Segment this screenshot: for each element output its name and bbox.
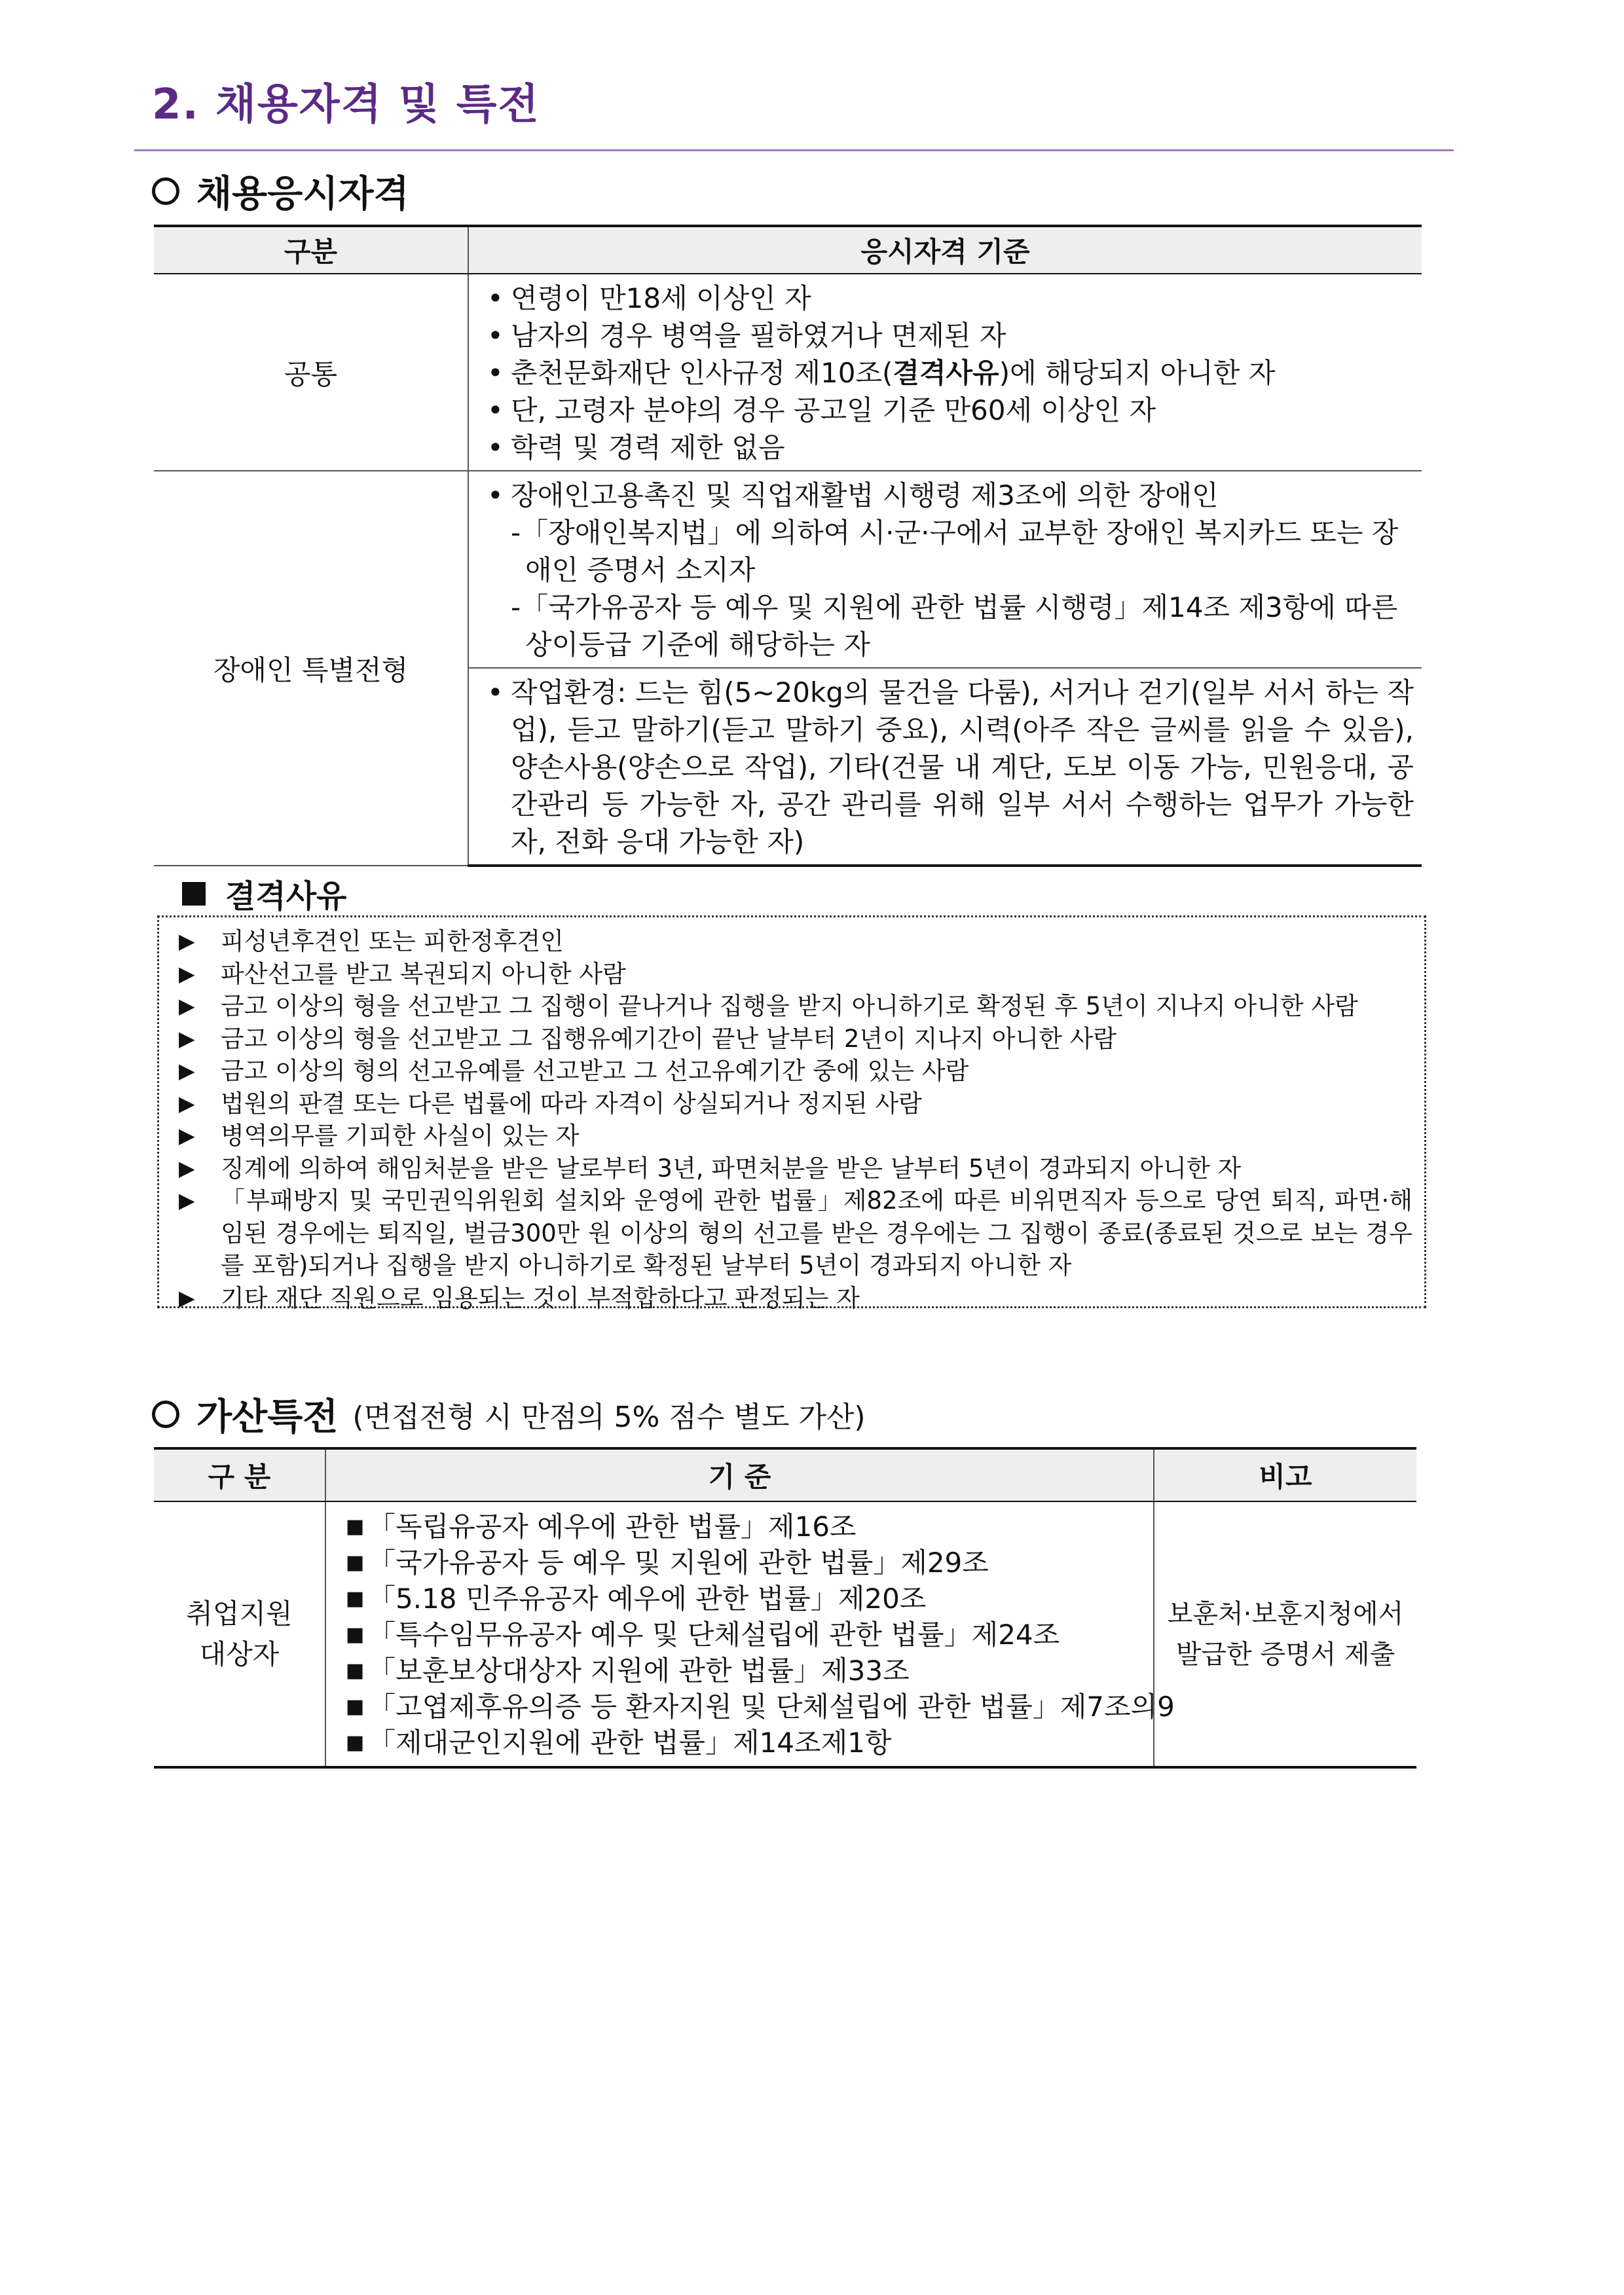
criteria-cell bbox=[325, 1501, 1175, 1767]
list-item: ▶ 병역의무를 기피한 사실이 있는 자 bbox=[208, 1120, 1412, 1152]
list-item: • 작업환경: 드는 힘(5~20kg의 물건을 다룸), 서거나 걷기(일부 서서 하는 작업), 듣고 말하기(듣고 말하기 중요), 시력(아주 작은 글씨를 읽을 수 있음), 양손사용(양손으로 작업), 기타(건물 내 계단, 도보 이동 가능, 민원응대, 공간관리 등 가능한 자, 공간 관리를 위해 일부 서서 수행하는 업무가 가능한 자, 전화 응대 가능한 자) bbox=[487, 676, 1414, 858]
list-item: ■ 「제대군인지원에 관한 법률」제14조제1항 bbox=[346, 1725, 1147, 1761]
table-header-row bbox=[154, 226, 1422, 274]
list-item: ▶ 법원의 판결 또는 다른 법률에 따라 자격이 상실되거나 정지된 사람 bbox=[208, 1088, 1412, 1120]
column-header: 기 준 bbox=[325, 1448, 1154, 1501]
list-item: ▶ 파산선고를 받고 복권되지 아니한 사람 bbox=[208, 958, 1412, 991]
list-item: ▶ 징계에 의하여 해임처분을 받은 날로부터 3년, 파면처분을 받은 날부터 5년이 경과되지 아니한 자 bbox=[208, 1152, 1412, 1185]
table-row bbox=[154, 1501, 1416, 1767]
square-bullet-icon: ■ bbox=[346, 1695, 365, 1718]
disqualification-box bbox=[157, 915, 1426, 1312]
disqualification-heading-text: 결격사유 bbox=[225, 878, 347, 915]
list-item: ■ 「보훈보상대상자 지원에 관한 법률」제33조 bbox=[346, 1653, 1147, 1689]
column-header: 구분 bbox=[154, 226, 468, 274]
list-item: • 남자의 경우 병역을 필하였거나 면제된 자 bbox=[487, 320, 1006, 352]
column-header: 응시자격 기준 bbox=[468, 226, 1422, 274]
row-label bbox=[154, 1501, 325, 1767]
note-cell bbox=[1154, 1501, 1416, 1767]
column-header: 비고 bbox=[1154, 1448, 1416, 1501]
circle-icon bbox=[152, 177, 179, 205]
list-item: ■ 「고엽제후유의증 등 환자지원 및 단체설립에 관한 법률」제7조의9 bbox=[346, 1689, 1147, 1725]
bonus-table bbox=[154, 1447, 1416, 1769]
list-item: • 학력 및 경력 제한 없음 bbox=[487, 431, 785, 464]
row-label-common: 공통 bbox=[154, 274, 468, 471]
table-row bbox=[154, 471, 1422, 668]
list-item: ▶ 「부패방지 및 국민권익위원회 설치와 운영에 관한 법률」제82조에 따른 비위면직자 등으로 당연 퇴직, 파면·해임된 경우에는 퇴직일, 벌금300만 원 이상의 형의 선고를 받은 경우에는 그 집행이 종료(종료된 것으로 보는 경우를 포함)되거나 집행을 받지 아니하기로 확정된 날부터 5년이 경과되지 아니한 자 bbox=[208, 1184, 1412, 1282]
arrow-icon: ▶ bbox=[179, 1025, 195, 1051]
disqualification-heading bbox=[182, 871, 346, 916]
sub-list-item: -「장애인복지법」에 의하여 시·군·구에서 교부한 장애인 복지카드 또는 장애인 증명서 소지자 bbox=[511, 517, 1399, 586]
list-item: • 춘천문화재단 인사규정 제10조(결격사유)에 해당되지 아니한 자 bbox=[487, 357, 1276, 389]
qualification-heading bbox=[152, 165, 409, 217]
list-item: ■ 「5.18 민주유공자 예우에 관한 법률」제20조 bbox=[346, 1581, 1147, 1617]
list-item: ■ 「국가유공자 등 예우 및 지원에 관한 법률」제29조 bbox=[346, 1545, 1147, 1581]
square-bullet-icon bbox=[182, 882, 206, 906]
arrow-icon: ▶ bbox=[179, 1155, 195, 1181]
bonus-heading bbox=[152, 1388, 866, 1441]
arrow-icon: ▶ bbox=[179, 1090, 195, 1116]
list-item: ▶ 금고 이상의 형을 선고받고 그 집행유예기간이 끝난 날부터 2년이 지나지 아니한 사람 bbox=[208, 1023, 1412, 1056]
list-item: ■ 「독립유공자 예우에 관한 법률」제16조 bbox=[346, 1509, 1147, 1545]
list-item: ▶ 금고 이상의 형의 선고유예를 선고받고 그 선고유예기간 중에 있는 사람 bbox=[208, 1055, 1412, 1088]
arrow-icon: ▶ bbox=[179, 1285, 195, 1310]
row-label-line: 대상자 bbox=[199, 1638, 280, 1670]
list-item: • 장애인고용촉진 및 직업재활법 시행령 제3조에 의한 장애인 bbox=[487, 479, 1219, 511]
table-header-row bbox=[154, 1448, 1416, 1501]
qualification-table bbox=[154, 225, 1422, 867]
arrow-icon: ▶ bbox=[179, 1058, 195, 1083]
square-bullet-icon: ■ bbox=[346, 1515, 365, 1538]
disabled-criteria-2 bbox=[468, 668, 1422, 866]
qualification-heading-text: 채용응시자격 bbox=[196, 173, 409, 215]
square-bullet-icon: ■ bbox=[346, 1731, 365, 1754]
arrow-icon: ▶ bbox=[179, 961, 195, 986]
note-line: 보훈처·보훈지청에서 bbox=[1167, 1598, 1404, 1629]
common-criteria bbox=[468, 274, 1422, 471]
square-bullet-icon: ■ bbox=[346, 1623, 365, 1646]
square-bullet-icon: ■ bbox=[346, 1551, 365, 1574]
square-bullet-icon: ■ bbox=[346, 1659, 365, 1682]
bonus-note: (면접전형 시 만점의 5% 점수 별도 가산) bbox=[352, 1401, 866, 1434]
arrow-icon: ▶ bbox=[179, 1123, 195, 1148]
bonus-heading-text: 가산특전 bbox=[196, 1396, 339, 1439]
column-header: 구 분 bbox=[154, 1448, 325, 1501]
list-item: • 연령이 만18세 이상인 자 bbox=[487, 282, 811, 314]
note-line: 발급한 증명서 제출 bbox=[1175, 1639, 1395, 1670]
circle-icon bbox=[152, 1401, 179, 1428]
list-item: ▶ 금고 이상의 형을 선고받고 그 집행이 끝나거나 집행을 받지 아니하기로 확정된 후 5년이 지나지 아니한 사람 bbox=[208, 990, 1412, 1023]
row-label-line: 취업지원 bbox=[186, 1597, 293, 1630]
list-item: ▶ 피성년후견인 또는 피한정후견인 bbox=[208, 925, 1412, 958]
arrow-icon: ▶ bbox=[179, 993, 195, 1018]
title-divider bbox=[134, 149, 1454, 151]
table-row bbox=[154, 274, 1422, 471]
square-bullet-icon: ■ bbox=[346, 1587, 365, 1610]
list-item: ■ 「특수임무유공자 예우 및 단체설립에 관한 법률」제24조 bbox=[346, 1617, 1147, 1653]
disabled-criteria-1 bbox=[468, 471, 1422, 668]
row-label-disabled: 장애인 특별전형 bbox=[154, 471, 468, 866]
arrow-icon: ▶ bbox=[179, 928, 195, 953]
list-item: • 단, 고령자 분야의 경우 공고일 기준 만60세 이상인 자 bbox=[487, 394, 1156, 426]
list-item: ▶ 기타 재단 직원으로 임용되는 것이 부적합하다고 판정되는 자 bbox=[208, 1282, 1412, 1315]
bold-term: 결격사유 bbox=[893, 357, 999, 389]
arrow-icon: ▶ bbox=[179, 1188, 195, 1213]
sub-list-item: -「국가유공자 등 예우 및 지원에 관한 법률 시행령」제14조 제3항에 따른 상이등급 기준에 해당하는 자 bbox=[511, 591, 1398, 661]
section-title: 2. 채용자격 및 특전 bbox=[152, 81, 540, 129]
